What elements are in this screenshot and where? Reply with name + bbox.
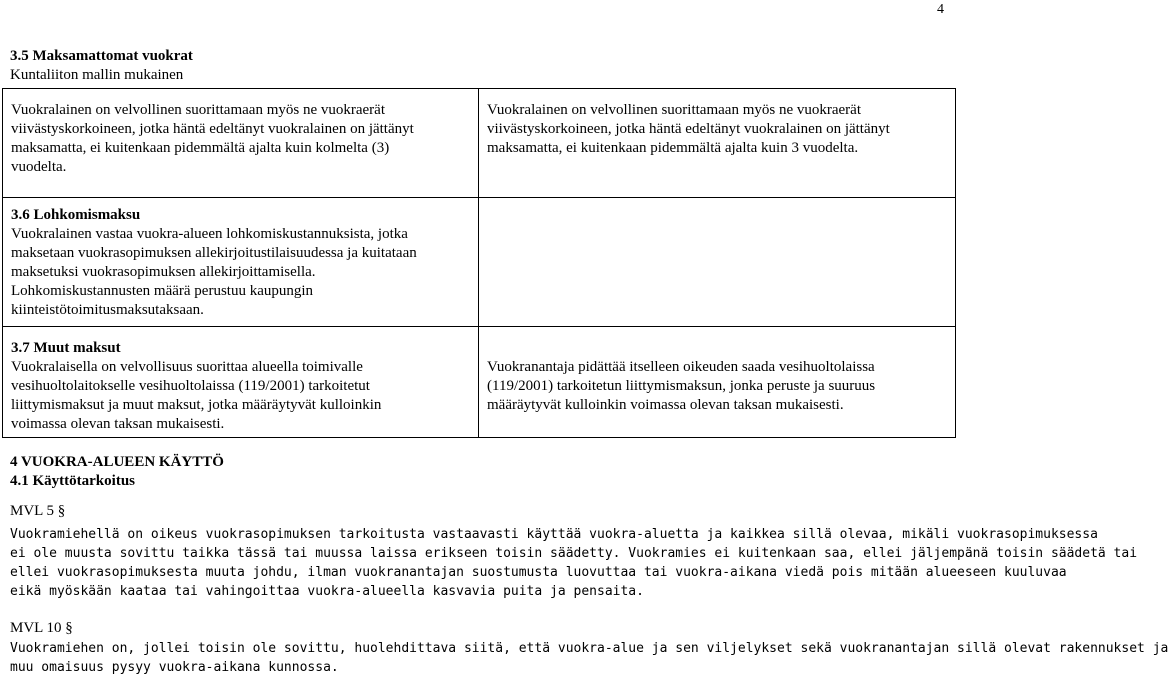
section-3-6-heading: 3.6 Lohkomismaksu xyxy=(11,207,141,223)
section-3-5-left-cell xyxy=(2,88,479,198)
section-3-6-left-text xyxy=(11,206,417,320)
section-3-6-left-cell xyxy=(2,197,479,327)
mvl-10-label: MVL 10 § xyxy=(10,620,73,636)
text-line: voimassa olevan taksan mukaisesti. xyxy=(11,416,225,432)
text-line: viivästyskorkoineen, jotka häntä edeltänyt vuokralainen on jättänyt xyxy=(487,121,890,137)
text-line: määräytyvät kulloinkin voimassa olevan taksan mukaisesti. xyxy=(487,397,844,413)
text-line: kiinteistötoimitusmaksutaksaan. xyxy=(11,302,204,318)
text-line: eikä myöskään kaataa tai vahingoittaa vuokra-alueella kasvavia puita ja pensaita. xyxy=(10,584,644,599)
section-4-heading: 4 VUOKRA-ALUEEN KÄYTTÖ xyxy=(10,454,224,470)
section-3-7-left-text xyxy=(11,339,381,434)
section-3-5-right-text xyxy=(487,101,890,158)
section-3-5-right-cell xyxy=(478,88,956,198)
section-3-7-right-text xyxy=(487,358,875,415)
text-line: Vuokralainen vastaa vuokra-alueen lohkomiskustannuksista, jotka xyxy=(11,226,408,242)
text-line: Vuokramiehen on, jollei toisin ole sovittu, huolehdittava siitä, että vuokra-alue ja sen viljelykset sekä vuokranantajan sillä olevat rakennukset ja xyxy=(10,641,1168,656)
text-line: maksetuksi vuokrasopimuksen allekirjoittamisella. xyxy=(11,264,316,280)
section-3-7-heading: 3.7 Muut maksut xyxy=(11,340,121,356)
section-3-5-subheading: Kuntaliiton mallin mukainen xyxy=(10,67,184,83)
section-3-5-left-text xyxy=(11,101,414,177)
text-line: Vuokranantaja pidättää itselleen oikeuden saada vesihuoltolaissa xyxy=(487,359,875,375)
text-line: Vuokralainen on velvollinen suorittamaan myös ne vuokraerät xyxy=(487,102,861,118)
section-3-7-left-cell xyxy=(2,326,479,438)
mvl-10-text xyxy=(10,639,1168,677)
text-line: viivästyskorkoineen, jotka häntä edeltänyt vuokralainen on jättänyt xyxy=(11,121,414,137)
text-line: ellei vuokrasopimuksesta muuta johdu, ilman vuokranantajan suostumusta luovuttaa tai vuokra-aikana viedä pois mitään alueeseen kuuluvaa xyxy=(10,565,1067,580)
text-line: vesihuoltolaitokselle vesihuoltolaissa (119/2001) tarkoitetut xyxy=(11,378,370,394)
text-line: Vuokralaisella on velvollisuus suorittaa alueella toimivalle xyxy=(11,359,363,375)
text-line: (119/2001) tarkoitetun liittymismaksun, jonka peruste ja suuruus xyxy=(487,378,876,394)
section-4-1-heading: 4.1 Käyttötarkoitus xyxy=(10,473,135,489)
text-line: vuodelta. xyxy=(11,159,67,175)
mvl-5-text xyxy=(10,525,1137,601)
section-3-5-heading: 3.5 Maksamattomat vuokrat xyxy=(10,48,193,64)
text-line: Lohkomiskustannusten määrä perustuu kaupungin xyxy=(11,283,314,299)
text-line: muu omaisuus pysyy vuokra-aikana kunnossa. xyxy=(10,660,339,675)
mvl-5-label: MVL 5 § xyxy=(10,503,66,519)
text-line: Vuokramiehellä on oikeus vuokrasopimuksen tarkoitusta vastaavasti käyttää vuokra-aluetta ja kaikkea sillä olevaa, mikäli vuokrasopimuksessa xyxy=(10,527,1098,542)
text-line: maksamatta, ei kuitenkaan pidemmältä ajalta kuin 3 vuodelta. xyxy=(487,140,859,156)
text-line: maksetaan vuokrasopimuksen allekirjoitustilaisuudessa ja kuitataan xyxy=(11,245,417,261)
text-line: liittymismaksut ja muut maksut, jotka määräytyvät kulloinkin xyxy=(11,397,382,413)
page-number: 4 xyxy=(937,2,944,17)
text-line: ei ole muusta sovittu taikka tässä tai muussa laissa erikseen toisin säädetty. Vuokramies ei kuitenkaan saa, ellei jäljempänä toisin säädetä tai xyxy=(10,546,1138,561)
section-3-7-right-cell xyxy=(478,326,956,438)
text-line: Vuokralainen on velvollinen suorittamaan myös ne vuokraerät xyxy=(11,102,385,118)
section-3-6-right-cell xyxy=(478,197,956,327)
text-line: maksamatta, ei kuitenkaan pidemmältä ajalta kuin kolmelta (3) xyxy=(11,140,390,156)
